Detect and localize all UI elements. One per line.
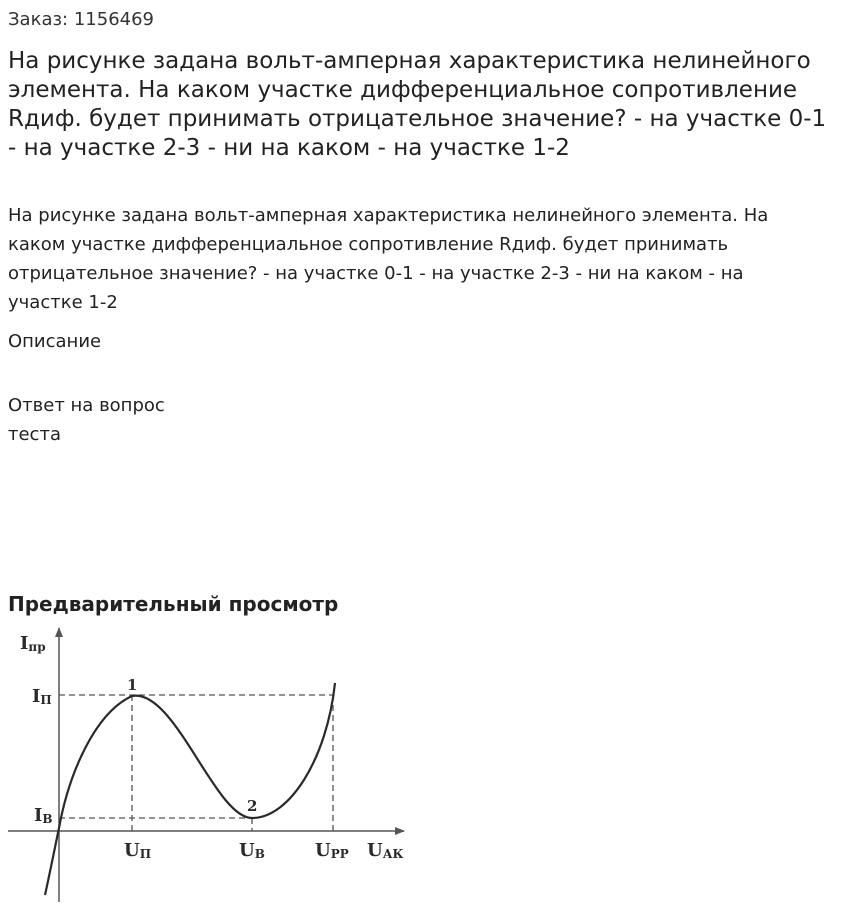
y-tick-iv bbox=[34, 805, 53, 826]
order-number bbox=[8, 9, 154, 31]
y-tick-ip-sub: П bbox=[40, 693, 52, 707]
x-axis-label-main: U bbox=[367, 840, 383, 861]
question-text: На рисунке задана вольт-амперная характеристика нелинейного элемента. На каком участке дифференциальное сопротивление Rдиф. будет принимать отрицательное значение? - на участке 0-1 - на участке 2-3 - ни на каком - на участке 1-2 bbox=[8, 205, 769, 313]
characteristic-curve bbox=[45, 683, 335, 895]
x-tick-uv-sub: В bbox=[254, 847, 265, 861]
answer-text: Ответ на вопрос теста bbox=[8, 395, 165, 445]
x-axis-label bbox=[367, 840, 403, 861]
point-label-2: 2 bbox=[247, 797, 258, 815]
y-axis-label-sub: пр bbox=[28, 640, 46, 654]
y-tick-iv-main: I bbox=[34, 805, 43, 826]
y-axis-label-main: I bbox=[20, 633, 29, 654]
x-tick-upp-main: U bbox=[315, 840, 331, 861]
point-label-1: 1 bbox=[127, 676, 138, 694]
description-label: Описание bbox=[8, 331, 102, 352]
y-tick-ip bbox=[32, 686, 52, 707]
x-tick-up bbox=[124, 840, 151, 861]
x-axis-label-sub: АК bbox=[382, 847, 404, 861]
x-tick-uv bbox=[239, 840, 265, 861]
x-tick-up-main: U bbox=[124, 840, 140, 861]
x-tick-upp bbox=[315, 840, 349, 861]
order-label: Заказ: bbox=[8, 9, 69, 30]
y-axis-label bbox=[20, 633, 46, 654]
page-title: На рисунке задана вольт-амперная характеристика нелинейного элемента. На каком участке дифференциальное сопротивление Rдиф. будет принимать отрицательное значение? - на участке 0-1 - на участке 2-3 - ни на каком - на участке 1-2 bbox=[8, 48, 827, 161]
x-tick-upp-sub: РР bbox=[330, 847, 349, 861]
volt-ampere-characteristic-figure bbox=[0, 618, 420, 908]
preview-heading: Предварительный просмотр bbox=[8, 592, 339, 616]
y-tick-iv-sub: В bbox=[42, 812, 53, 826]
order-value: 1156469 bbox=[73, 9, 155, 30]
x-tick-up-sub: П bbox=[139, 847, 152, 861]
x-tick-uv-main: U bbox=[239, 840, 255, 861]
y-tick-ip-main: I bbox=[32, 686, 41, 707]
